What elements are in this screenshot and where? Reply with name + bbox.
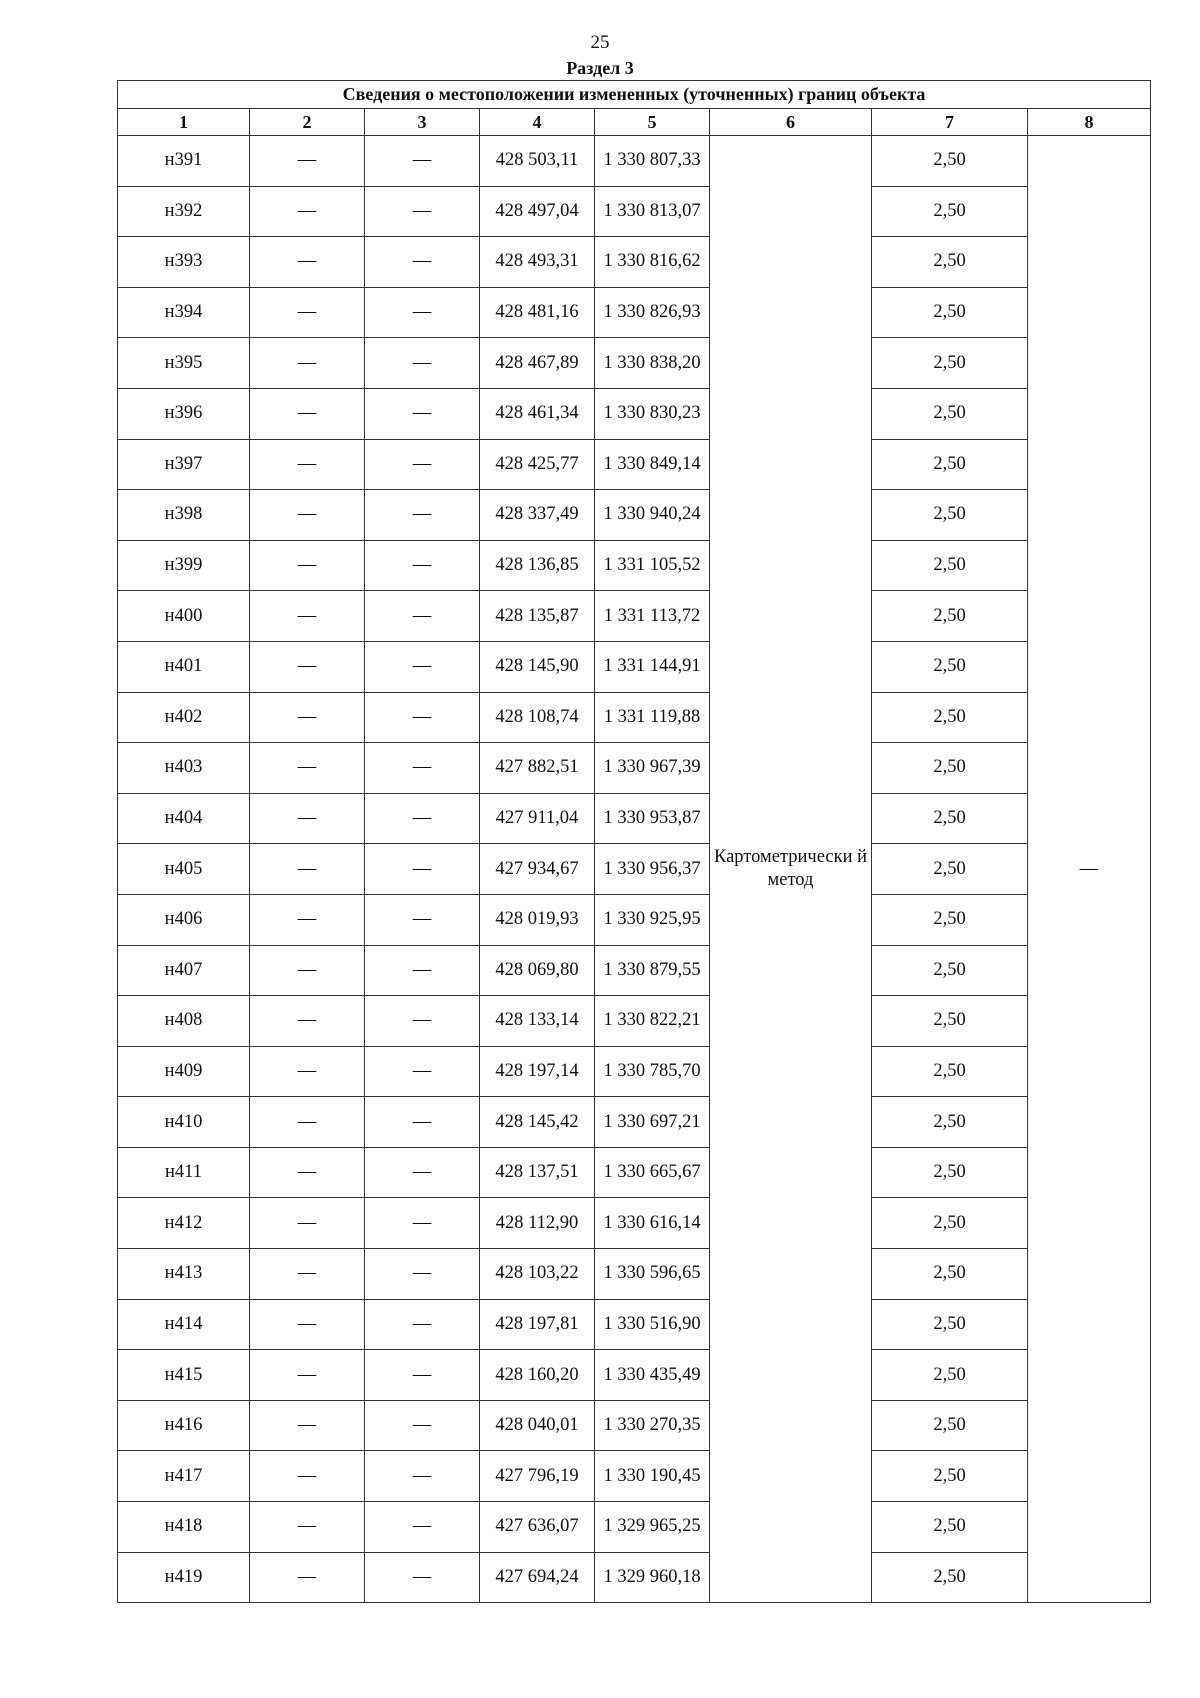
table-row [118, 136, 1151, 187]
y-coordinate-cell: 1 330 816,62 [595, 237, 710, 288]
col3-cell: — [365, 1400, 480, 1451]
col2-cell: — [250, 844, 365, 895]
col2-cell: — [250, 692, 365, 743]
y-coordinate-cell: 1 330 665,67 [595, 1147, 710, 1198]
point-id-cell: н403 [118, 743, 250, 794]
y-coordinate-cell: 1 330 596,65 [595, 1249, 710, 1300]
column-header: 4 [480, 109, 595, 136]
col3-cell: — [365, 1451, 480, 1502]
column-header: 2 [250, 109, 365, 136]
col2-cell: — [250, 641, 365, 692]
x-coordinate-cell: 428 337,49 [480, 490, 595, 541]
col3-cell: — [365, 793, 480, 844]
col3-cell: — [365, 692, 480, 743]
y-coordinate-cell: 1 330 953,87 [595, 793, 710, 844]
point-id-cell: н391 [118, 136, 250, 187]
col3-cell: — [365, 237, 480, 288]
table-row [118, 1097, 1151, 1148]
y-coordinate-cell: 1 330 967,39 [595, 743, 710, 794]
accuracy-cell: 2,50 [872, 945, 1028, 996]
table-row [118, 894, 1151, 945]
x-coordinate-cell: 428 145,42 [480, 1097, 595, 1148]
x-coordinate-cell: 428 160,20 [480, 1350, 595, 1401]
y-coordinate-cell: 1 330 190,45 [595, 1451, 710, 1502]
col2-cell: — [250, 1552, 365, 1603]
point-id-cell: н411 [118, 1147, 250, 1198]
col3-cell: — [365, 338, 480, 389]
x-coordinate-cell: 428 069,80 [480, 945, 595, 996]
table-row [118, 945, 1151, 996]
x-coordinate-cell: 427 796,19 [480, 1451, 595, 1502]
accuracy-cell: 2,50 [872, 692, 1028, 743]
table-row [118, 1147, 1151, 1198]
col2-cell: — [250, 1046, 365, 1097]
point-id-cell: н396 [118, 388, 250, 439]
table-caption: Сведения о местоположении измененных (уточненных) границ объекта [118, 81, 1151, 109]
col3-cell: — [365, 1552, 480, 1603]
col3-cell: — [365, 844, 480, 895]
col2-cell: — [250, 186, 365, 237]
method-cell: Картометрически й метод [710, 136, 872, 1603]
col2-cell: — [250, 237, 365, 288]
y-coordinate-cell: 1 331 105,52 [595, 540, 710, 591]
col2-cell: — [250, 1147, 365, 1198]
col2-cell: — [250, 439, 365, 490]
accuracy-cell: 2,50 [872, 1451, 1028, 1502]
col3-cell: — [365, 1147, 480, 1198]
col3-cell: — [365, 1249, 480, 1300]
x-coordinate-cell: 428 197,14 [480, 1046, 595, 1097]
col3-cell: — [365, 1046, 480, 1097]
point-id-cell: н400 [118, 591, 250, 642]
table-row [118, 490, 1151, 541]
point-id-cell: н405 [118, 844, 250, 895]
col8-cell: — [1028, 136, 1151, 1603]
accuracy-cell: 2,50 [872, 1400, 1028, 1451]
y-coordinate-cell: 1 330 826,93 [595, 287, 710, 338]
y-coordinate-cell: 1 330 849,14 [595, 439, 710, 490]
x-coordinate-cell: 428 145,90 [480, 641, 595, 692]
col3-cell: — [365, 439, 480, 490]
table-row [118, 641, 1151, 692]
table-row [118, 1451, 1151, 1502]
y-coordinate-cell: 1 330 925,95 [595, 894, 710, 945]
table-row [118, 1198, 1151, 1249]
col2-cell: — [250, 591, 365, 642]
accuracy-cell: 2,50 [872, 1046, 1028, 1097]
x-coordinate-cell: 427 934,67 [480, 844, 595, 895]
point-id-cell: н419 [118, 1552, 250, 1603]
x-coordinate-cell: 427 911,04 [480, 793, 595, 844]
accuracy-cell: 2,50 [872, 1502, 1028, 1553]
y-coordinate-cell: 1 330 822,21 [595, 996, 710, 1047]
column-header-row [118, 109, 1151, 136]
table-row [118, 1299, 1151, 1350]
y-coordinate-cell: 1 330 270,35 [595, 1400, 710, 1451]
y-coordinate-cell: 1 330 785,70 [595, 1046, 710, 1097]
boundary-coordinates-table [117, 80, 1151, 1603]
point-id-cell: н418 [118, 1502, 250, 1553]
point-id-cell: н416 [118, 1400, 250, 1451]
column-header: 5 [595, 109, 710, 136]
accuracy-cell: 2,50 [872, 439, 1028, 490]
col2-cell: — [250, 793, 365, 844]
col3-cell: — [365, 136, 480, 187]
accuracy-cell: 2,50 [872, 743, 1028, 794]
col2-cell: — [250, 1198, 365, 1249]
col2-cell: — [250, 743, 365, 794]
accuracy-cell: 2,50 [872, 490, 1028, 541]
y-coordinate-cell: 1 331 144,91 [595, 641, 710, 692]
col2-cell: — [250, 1451, 365, 1502]
point-id-cell: н402 [118, 692, 250, 743]
col2-cell: — [250, 287, 365, 338]
col2-cell: — [250, 894, 365, 945]
accuracy-cell: 2,50 [872, 186, 1028, 237]
x-coordinate-cell: 428 112,90 [480, 1198, 595, 1249]
x-coordinate-cell: 428 133,14 [480, 996, 595, 1047]
x-coordinate-cell: 427 636,07 [480, 1502, 595, 1553]
y-coordinate-cell: 1 329 965,25 [595, 1502, 710, 1553]
point-id-cell: н393 [118, 237, 250, 288]
accuracy-cell: 2,50 [872, 287, 1028, 338]
y-coordinate-cell: 1 330 838,20 [595, 338, 710, 389]
accuracy-cell: 2,50 [872, 237, 1028, 288]
accuracy-cell: 2,50 [872, 591, 1028, 642]
table-body [118, 136, 1151, 1603]
col3-cell: — [365, 388, 480, 439]
y-coordinate-cell: 1 330 940,24 [595, 490, 710, 541]
column-header: 6 [710, 109, 872, 136]
col3-cell: — [365, 540, 480, 591]
accuracy-cell: 2,50 [872, 1147, 1028, 1198]
point-id-cell: н392 [118, 186, 250, 237]
point-id-cell: н394 [118, 287, 250, 338]
column-header: 3 [365, 109, 480, 136]
col3-cell: — [365, 996, 480, 1047]
x-coordinate-cell: 428 108,74 [480, 692, 595, 743]
point-id-cell: н414 [118, 1299, 250, 1350]
col2-cell: — [250, 1400, 365, 1451]
table-row [118, 237, 1151, 288]
section-title: Раздел 3 [566, 58, 634, 78]
table-row [118, 844, 1151, 895]
y-coordinate-cell: 1 330 830,23 [595, 388, 710, 439]
accuracy-cell: 2,50 [872, 338, 1028, 389]
accuracy-cell: 2,50 [872, 1552, 1028, 1603]
col3-cell: — [365, 945, 480, 996]
y-coordinate-cell: 1 330 616,14 [595, 1198, 710, 1249]
y-coordinate-cell: 1 330 435,49 [595, 1350, 710, 1401]
accuracy-cell: 2,50 [872, 1249, 1028, 1300]
y-coordinate-cell: 1 329 960,18 [595, 1552, 710, 1603]
column-header: 8 [1028, 109, 1151, 136]
col3-cell: — [365, 1198, 480, 1249]
point-id-cell: н415 [118, 1350, 250, 1401]
accuracy-cell: 2,50 [872, 1299, 1028, 1350]
col2-cell: — [250, 540, 365, 591]
col3-cell: — [365, 287, 480, 338]
col2-cell: — [250, 1350, 365, 1401]
y-coordinate-cell: 1 330 813,07 [595, 186, 710, 237]
x-coordinate-cell: 428 493,31 [480, 237, 595, 288]
x-coordinate-cell: 427 694,24 [480, 1552, 595, 1603]
col3-cell: — [365, 1097, 480, 1148]
point-id-cell: н399 [118, 540, 250, 591]
accuracy-cell: 2,50 [872, 136, 1028, 187]
point-id-cell: н404 [118, 793, 250, 844]
point-id-cell: н409 [118, 1046, 250, 1097]
point-id-cell: н398 [118, 490, 250, 541]
y-coordinate-cell: 1 330 697,21 [595, 1097, 710, 1148]
col2-cell: — [250, 388, 365, 439]
accuracy-cell: 2,50 [872, 894, 1028, 945]
col2-cell: — [250, 1502, 365, 1553]
x-coordinate-cell: 428 137,51 [480, 1147, 595, 1198]
point-id-cell: н407 [118, 945, 250, 996]
col3-cell: — [365, 1502, 480, 1553]
x-coordinate-cell: 428 503,11 [480, 136, 595, 187]
x-coordinate-cell: 428 481,16 [480, 287, 595, 338]
table-row [118, 388, 1151, 439]
accuracy-cell: 2,50 [872, 793, 1028, 844]
table-row [118, 338, 1151, 389]
accuracy-cell: 2,50 [872, 1198, 1028, 1249]
y-coordinate-cell: 1 330 516,90 [595, 1299, 710, 1350]
accuracy-cell: 2,50 [872, 641, 1028, 692]
point-id-cell: н401 [118, 641, 250, 692]
table-row [118, 1502, 1151, 1553]
y-coordinate-cell: 1 331 113,72 [595, 591, 710, 642]
table-row [118, 287, 1151, 338]
x-coordinate-cell: 428 040,01 [480, 1400, 595, 1451]
col3-cell: — [365, 743, 480, 794]
col2-cell: — [250, 490, 365, 541]
col2-cell: — [250, 136, 365, 187]
table-row [118, 186, 1151, 237]
y-coordinate-cell: 1 330 956,37 [595, 844, 710, 895]
column-header: 1 [118, 109, 250, 136]
table-row [118, 692, 1151, 743]
table-row [118, 793, 1151, 844]
col3-cell: — [365, 591, 480, 642]
point-id-cell: н412 [118, 1198, 250, 1249]
accuracy-cell: 2,50 [872, 844, 1028, 895]
x-coordinate-cell: 428 135,87 [480, 591, 595, 642]
col2-cell: — [250, 338, 365, 389]
col2-cell: — [250, 945, 365, 996]
col3-cell: — [365, 186, 480, 237]
point-id-cell: н406 [118, 894, 250, 945]
point-id-cell: н413 [118, 1249, 250, 1300]
point-id-cell: н410 [118, 1097, 250, 1148]
table-row [118, 1552, 1151, 1603]
table-row [118, 1400, 1151, 1451]
accuracy-cell: 2,50 [872, 540, 1028, 591]
col2-cell: — [250, 1299, 365, 1350]
table-row [118, 743, 1151, 794]
col3-cell: — [365, 894, 480, 945]
x-coordinate-cell: 428 497,04 [480, 186, 595, 237]
point-id-cell: н417 [118, 1451, 250, 1502]
x-coordinate-cell: 428 019,93 [480, 894, 595, 945]
point-id-cell: н408 [118, 996, 250, 1047]
accuracy-cell: 2,50 [872, 996, 1028, 1047]
col3-cell: — [365, 1350, 480, 1401]
table-row [118, 1249, 1151, 1300]
accuracy-cell: 2,50 [872, 1350, 1028, 1401]
col3-cell: — [365, 490, 480, 541]
table-row [118, 1046, 1151, 1097]
x-coordinate-cell: 428 425,77 [480, 439, 595, 490]
accuracy-cell: 2,50 [872, 1097, 1028, 1148]
page-number: 25 [590, 32, 610, 53]
table-row [118, 439, 1151, 490]
column-header: 7 [872, 109, 1028, 136]
y-coordinate-cell: 1 331 119,88 [595, 692, 710, 743]
col2-cell: — [250, 996, 365, 1047]
table-row [118, 1350, 1151, 1401]
table-row [118, 591, 1151, 642]
col2-cell: — [250, 1097, 365, 1148]
x-coordinate-cell: 428 103,22 [480, 1249, 595, 1300]
y-coordinate-cell: 1 330 879,55 [595, 945, 710, 996]
accuracy-cell: 2,50 [872, 388, 1028, 439]
point-id-cell: н395 [118, 338, 250, 389]
table-row [118, 996, 1151, 1047]
y-coordinate-cell: 1 330 807,33 [595, 136, 710, 187]
point-id-cell: н397 [118, 439, 250, 490]
col3-cell: — [365, 641, 480, 692]
x-coordinate-cell: 427 882,51 [480, 743, 595, 794]
col2-cell: — [250, 1249, 365, 1300]
x-coordinate-cell: 428 197,81 [480, 1299, 595, 1350]
x-coordinate-cell: 428 461,34 [480, 388, 595, 439]
table-row [118, 540, 1151, 591]
col3-cell: — [365, 1299, 480, 1350]
x-coordinate-cell: 428 467,89 [480, 338, 595, 389]
x-coordinate-cell: 428 136,85 [480, 540, 595, 591]
